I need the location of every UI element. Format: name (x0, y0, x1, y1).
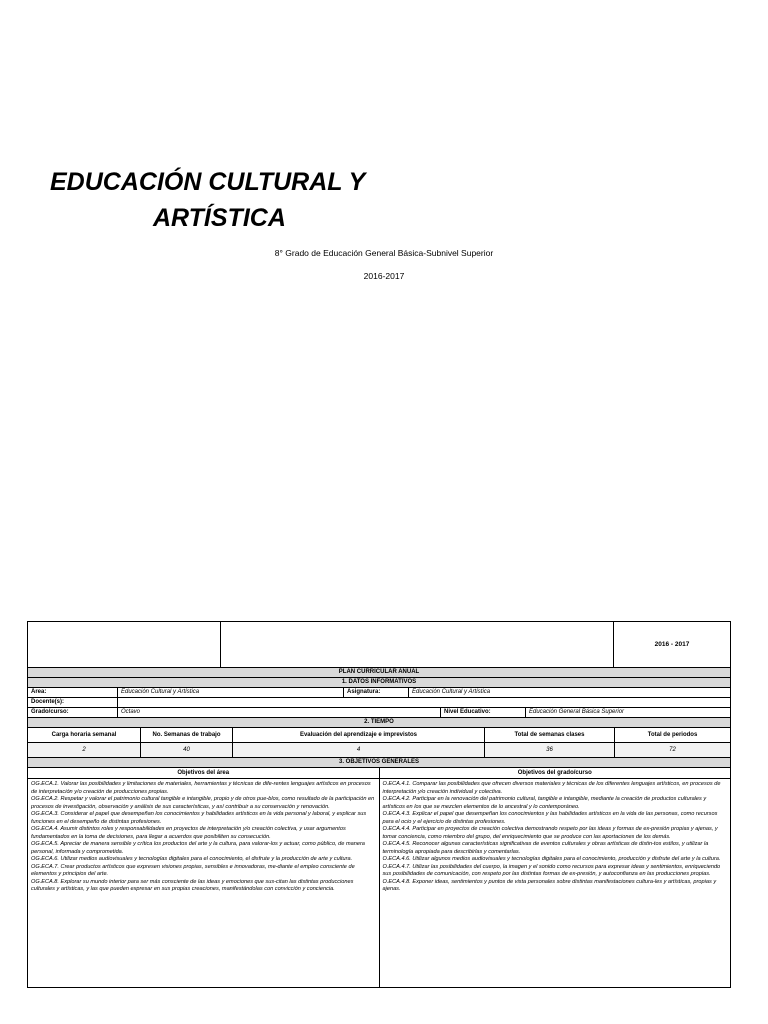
section-tiempo: 2. TIEMPO (28, 718, 730, 728)
plan-curricular-table (27, 621, 731, 988)
tiempo-value: 72 (669, 747, 676, 753)
objetivo-grado-item: O.ECA.4.8. Exponer ideas, sentimientos y puntos de vista personales sobre distintas manifestaciones cultura-les y artísticas, propias y ajenas. (382, 878, 717, 892)
header-row (28, 622, 730, 668)
objetivo-grado-item: O.ECA.4.2. Participar en la renovación del patrimonio cultural, tangible e intangible, mediante la creación de productos culturales y artísticos en los que se mezclen elementos de lo ancestral y lo contemporáneo. (382, 796, 707, 810)
document-year: 2016-2017 (363, 271, 405, 281)
objetivo-area-item: OG.ECA.5. Apreciar de manera sensible y crítica los productos del arte y la cultura, para valorar-los y actuar, como público, de manera personal, informada y comprometida. (31, 841, 365, 855)
tiempo-header: Total de semanas clases (485, 728, 615, 742)
section-datos-informativos: 1. DATOS INFORMATIVOS (28, 678, 730, 688)
area-row (28, 688, 730, 698)
grado-row (28, 708, 730, 718)
objetivo-grado-item: O.ECA.4.6. Utilizar algunos medios audiovisuales y tecnologías digitales para el conocimiento, producción y disfrute del arte y la cultura. (382, 856, 721, 862)
objetivo-grado-item: O.ECA.4.5. Reconocer algunas características significativas de eventos culturales y obras artísticas de distin-tos estilos, y utilizar la terminología apropiada para describirlas y comentarlas. (382, 841, 709, 855)
objetivo-area-item: OG.ECA.8. Explorar su mundo interior para ser más consciente de las ideas y emociones que sus-citan las distintas producciones culturales y artísticas, y las que pueden expresar en sus propias creaciones, manifestándolas con convicción y conciencia. (31, 878, 354, 892)
tiempo-value: 4 (233, 743, 485, 757)
objetivos-area-list (28, 779, 380, 987)
objetivos-grado-header: Objetivos del grado/curso (517, 770, 592, 776)
area-label: Área: (28, 688, 118, 697)
tiempo-value: 36 (485, 743, 615, 757)
tiempo-header: Total de periodos (647, 732, 698, 738)
tiempo-header: Carga horaria semanal (28, 728, 141, 742)
nivel-value: Educación General Básica Superior (529, 709, 625, 715)
year-range-cell: 2016 - 2017 (654, 641, 690, 648)
objetivo-grado-item: O.ECA.4.3. Explicar el papel que desempeñan los conocimientos y las habilidades artísticos en la vida de las personas, como recursos para el ocio y el ejercicio de distintas profesiones. (382, 811, 718, 825)
objetivo-area-item: OG.ECA.6. Utilizar medios audiovisuales y tecnologías digitales para el conocimiento, el disfrute y la producción de arte y cultura. (31, 856, 353, 862)
objetivos-grado-list (380, 779, 731, 987)
objetivo-area-item: OG.ECA.2. Respetar y valorar el patrimonio cultural tangible e intangible, propio y de otros pue-blos, como resultado de la participación en procesos de investigación, observación y análisis de sus características, y así contribuir a su conservación y renovación. (31, 796, 375, 810)
grado-value: Octavo (118, 708, 441, 717)
tiempo-header: No. Semanas de trabajo (141, 728, 233, 742)
objetivo-area-item: OG.ECA.7. Crear productos artísticos que expresen visiones propias, sensibles e innovadoras, me-diante el empleo consciente de elementos y principios del arte. (31, 863, 355, 877)
objetivo-grado-item: O.ECA.4.4. Participar en proyectos de creación colectiva demostrando respeto por las ideas y formas de ex-presión propias y ajenas, y tomar conciencia, como miembro del grupo, del enriquecimiento que se produce con las aportaciones de los demás. (382, 826, 718, 840)
docente-row (28, 698, 730, 708)
title-line-2: ARTÍSTICA (153, 204, 286, 232)
asignatura-label: Asignatura: (344, 688, 409, 697)
tiempo-header: Evaluación del aprendizaje e imprevistos (233, 728, 485, 742)
objetivo-area-item: OG.ECA.4. Asumir distintos roles y responsabilidades en proyectos de interpretación y/o creación colectiva, y usar argumentos fundamentados en la toma de decisiones, para llegar a acuerdos que posibiliten su consecución. (31, 826, 346, 840)
title-line-1: EDUCACIÓN CULTURAL Y (50, 168, 366, 196)
objetivos-header-row (28, 768, 730, 779)
area-value: Educación Cultural y Artística (118, 688, 344, 697)
objetivos-content-row (28, 779, 730, 987)
tiempo-value: 40 (141, 743, 233, 757)
tiempo-value-row (28, 743, 730, 758)
nivel-label: Nivel Educativo: (441, 708, 526, 717)
objetivo-area-item: OG.ECA.3. Considerar el papel que desempeñan los conocimientos y habilidades artísticos en la vida personal y laboral, y explicar sus funciones en el desempeño de distintas profesiones. (31, 811, 367, 825)
tiempo-value: 2 (28, 743, 141, 757)
institution-cell (221, 622, 614, 667)
document-subtitle: 8° Grado de Educación General Básica-Subnivel Superior (274, 248, 494, 258)
docente-label: Docente(s): (28, 698, 118, 707)
objetivos-area-header: Objetivos del área (28, 768, 380, 778)
objetivo-grado-item: O.ECA.4.1. Comparar las posibilidades que ofrecen diversos materiales y técnicas de los diferentes lenguajes artísticos, en procesos de interpretación y/o creación individual y colectiva. (382, 781, 721, 795)
plan-heading: PLAN CURRICULAR ANUAL (28, 668, 730, 678)
logo-cell (28, 622, 221, 667)
asignatura-value: Educación Cultural y Artística (412, 689, 491, 695)
docente-value (118, 698, 730, 707)
objetivo-grado-item: O.ECA.4.7. Utilizar las posibilidades del cuerpo, la imagen y el sonido como recursos para expresar ideas y sentimientos, enriqueciendo sus posibilidades de comunicación, con respeto por las distintas formas de ex-presión, y autoconfianza en las producciones propias. (382, 863, 721, 877)
grado-label: Grado/curso: (28, 708, 118, 717)
section-objetivos-generales: 3. OBJETIVOS GENERALES (28, 758, 730, 768)
objetivo-area-item: OG.ECA.1. Valorar las posibilidades y limitaciones de materiales, herramientas y técnicas de dife-rentes lenguajes artísticos en procesos de interpretación y/o creación de producciones propias. (31, 781, 371, 795)
tiempo-header-row (28, 728, 730, 743)
